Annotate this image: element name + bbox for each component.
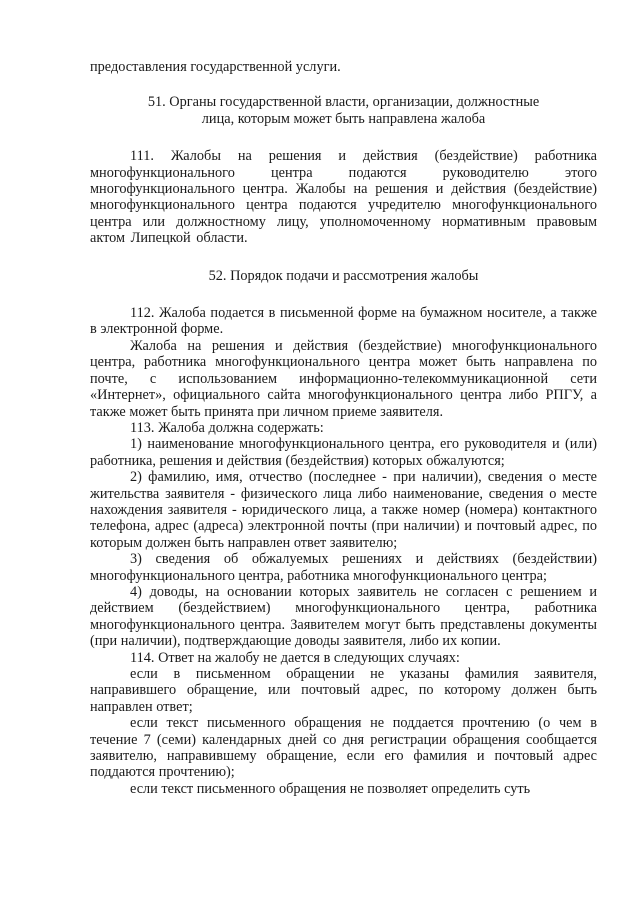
paragraph-114-case-3: если текст письменного обращения не позволяет определить суть — [130, 780, 531, 797]
paragraph-113-item-3: 3) сведения об обжалуемых решениях и действиях (бездействии) многофункционального центра, работника многофункционального центра; — [90, 551, 597, 584]
paragraph-112a: 112. Жалоба подается в письменной форме на бумажном носителе, а также в электронной форме. — [90, 305, 597, 338]
section-51-heading-line1: 51. Органы государственной власти, организации, должностные — [147, 94, 540, 111]
section-52-heading: 52. Порядок подачи и рассмотрения жалобы — [208, 267, 479, 284]
paragraph-111: 111. Жалобы на решения и действия (бездействие) работника многофункционального центра подаются руководителю этого многофункционального центра. Жалобы на решения и действия (бездействие) многофункционального центра подаются учредителю многофункционального центра или должностному лицу, уполномоченному нормативным правовым актом Липецкой области. — [90, 148, 597, 247]
paragraph-114-case-1: если в письменном обращении не указаны фамилия заявителя, направившего обращение, или почтовый адрес, по которому должен быть направлен ответ; — [90, 666, 597, 715]
intro-line: предоставления государственной услуги. — [90, 59, 341, 75]
document-body — [90, 59, 597, 797]
paragraph-113-item-1: 1) наименование многофункционального центра, его руководителя и (или) работника, решения и действия (бездействия) которых обжалуются; — [90, 436, 597, 469]
paragraph-113-item-2: 2) фамилию, имя, отчество (последнее - при наличии), сведения о месте жительства заявителя - физического лица либо наименование, сведения о месте нахождения заявителя - юридического лица, а также номер (номера) контактного телефона, адрес (адреса) электронной почты (при наличии) и почтовый адрес, по которым должен быть направлен ответ заявителю; — [90, 469, 597, 551]
paragraph-113: 113. Жалоба должна содержать: — [130, 419, 324, 436]
section-51-heading — [90, 94, 597, 127]
paragraph-114-case-2: если текст письменного обращения не поддается прочтению (о чем в течение 7 (семи) календарных дней со дня регистрации обращения сообщается заявителю, направившему обращение, если его фамилия и почтовый адрес поддаются прочтению); — [90, 715, 597, 781]
section-51-heading-line2: лица, которым может быть направлена жалоба — [201, 110, 486, 127]
paragraph-112b: Жалоба на решения и действия (бездействие) многофункционального центра, работника многофункционального центра может быть направлена по почте, с использованием информационно-телекоммуникационной сети «Интернет», официального сайта многофункционального центра либо РПГУ, а также может быть принята при личном приеме заявителя. — [90, 337, 597, 420]
paragraph-113-item-4: 4) доводы, на основании которых заявитель не согласен с решением и действием (бездействием) многофункционального центра, работника многофункционального центра. Заявителем могут быть представлены документы (при наличии), подтверждающие доводы заявителя, либо их копии. — [90, 583, 597, 650]
paragraph-114: 114. Ответ на жалобу не дается в следующих случаях: — [130, 649, 460, 666]
